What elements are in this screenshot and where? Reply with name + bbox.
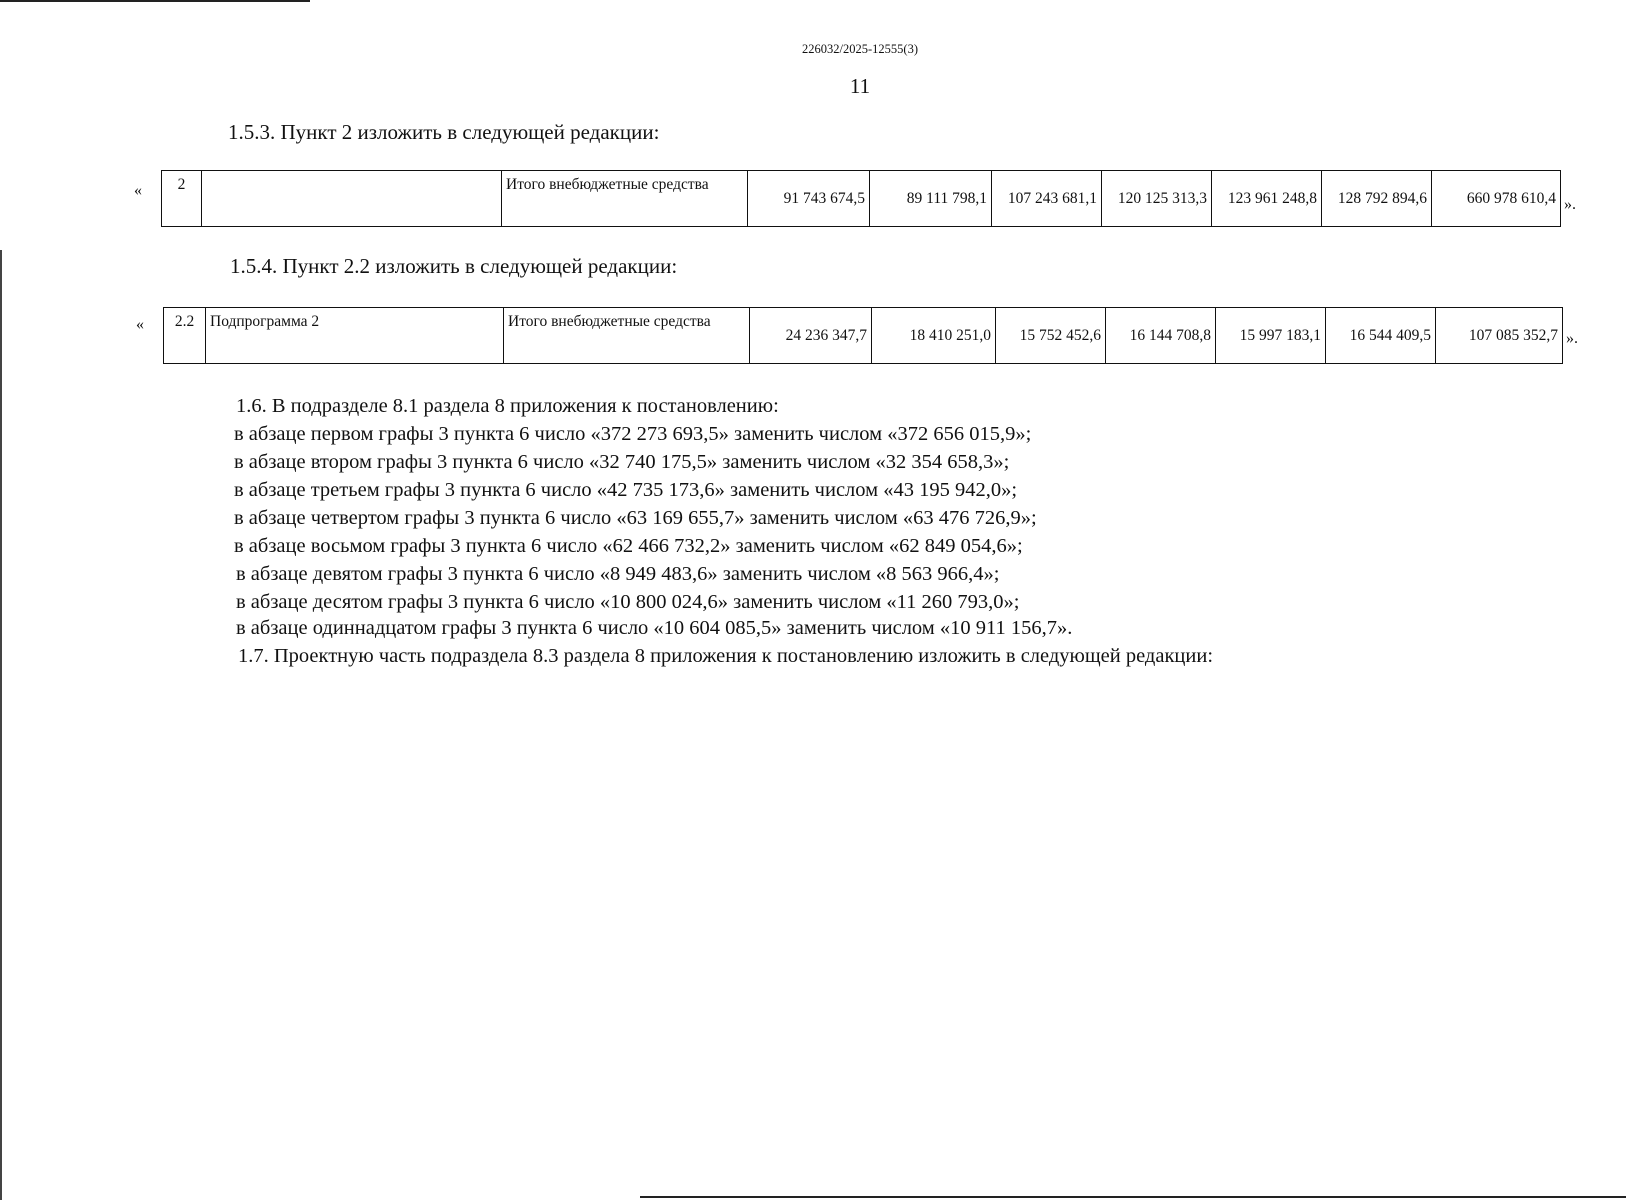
value-cell: 15 997 183,1 [1216, 308, 1326, 364]
section-heading-1-5-3: 1.5.3. Пункт 2 изложить в следующей редакции: [228, 120, 660, 144]
value-cell: 128 792 894,6 [1322, 171, 1432, 227]
paragraph-1-6-heading: 1.6. В подразделе 8.1 раздела 8 приложения к постановлению: [236, 395, 779, 417]
close-quote: ». [1564, 196, 1576, 213]
open-quote: « [136, 316, 144, 333]
scan-edge-bottom [640, 1196, 1626, 1198]
value-cell: 16 144 708,8 [1106, 308, 1216, 364]
value-cell: 123 961 248,8 [1212, 171, 1322, 227]
value-cell: 91 743 674,5 [748, 171, 870, 227]
value-cell: 660 978 610,4 [1432, 171, 1561, 227]
row-name: Подпрограмма 2 [206, 308, 504, 364]
amendment-line: в абзаце третьем графы 3 пункта 6 число «42 735 173,6» заменить числом «43 195 942,0»; [234, 479, 1018, 501]
row-name [202, 171, 502, 227]
amendment-line: в абзаце четвертом графы 3 пункта 6 число «63 169 655,7» заменить числом «63 476 726,9»; [234, 507, 1037, 529]
close-quote: ». [1566, 330, 1578, 347]
value-cell: 107 243 681,1 [992, 171, 1102, 227]
table-row [164, 308, 1563, 364]
page-number: 11 [849, 74, 871, 98]
paragraph-1-7: 1.7. Проектную часть подраздела 8.3 раздела 8 приложения к постановлению изложить в следующей редакции: [238, 645, 1214, 667]
amendment-line: в абзаце втором графы 3 пункта 6 число «32 740 175,5» заменить числом «32 354 658,3»; [234, 451, 1010, 473]
value-cell: 18 410 251,0 [872, 308, 996, 364]
table-row [162, 171, 1561, 227]
row-funding-source: Итого внебюджетные средства [504, 308, 750, 364]
scan-edge-top [0, 0, 310, 2]
section-heading-1-5-4: 1.5.4. Пункт 2.2 изложить в следующей редакции: [230, 254, 678, 278]
amendment-line: в абзаце восьмом графы 3 пункта 6 число «62 466 732,2» заменить числом «62 849 054,6»; [234, 535, 1023, 557]
amendment-table-1-5-3 [161, 170, 1561, 227]
amendment-line: в абзаце девятом графы 3 пункта 6 число «8 949 483,6» заменить числом «8 563 966,4»; [236, 563, 1000, 585]
value-cell: 24 236 347,7 [750, 308, 872, 364]
amendment-line: в абзаце первом графы 3 пункта 6 число «372 273 693,5» заменить числом «372 656 015,9»; [234, 423, 1032, 445]
amendment-table-1-5-4 [163, 307, 1563, 364]
row-funding-source: Итого внебюджетные средства [502, 171, 748, 227]
row-code: 2 [162, 171, 202, 227]
value-cell: 16 544 409,5 [1326, 308, 1436, 364]
value-cell: 89 111 798,1 [870, 171, 992, 227]
value-cell: 120 125 313,3 [1102, 171, 1212, 227]
document-number: 226032/2025-12555(3) [802, 42, 918, 56]
amendment-line: в абзаце десятом графы 3 пункта 6 число «10 800 024,6» заменить числом «11 260 793,0»; [236, 591, 1020, 613]
amendment-line: в абзаце одиннадцатом графы 3 пункта 6 число «10 604 085,5» заменить числом «10 911 156,7». [236, 617, 1073, 639]
scan-edge-left [0, 250, 2, 1200]
value-cell: 15 752 452,6 [996, 308, 1106, 364]
open-quote: « [134, 182, 142, 199]
row-code: 2.2 [164, 308, 206, 364]
value-cell: 107 085 352,7 [1436, 308, 1563, 364]
